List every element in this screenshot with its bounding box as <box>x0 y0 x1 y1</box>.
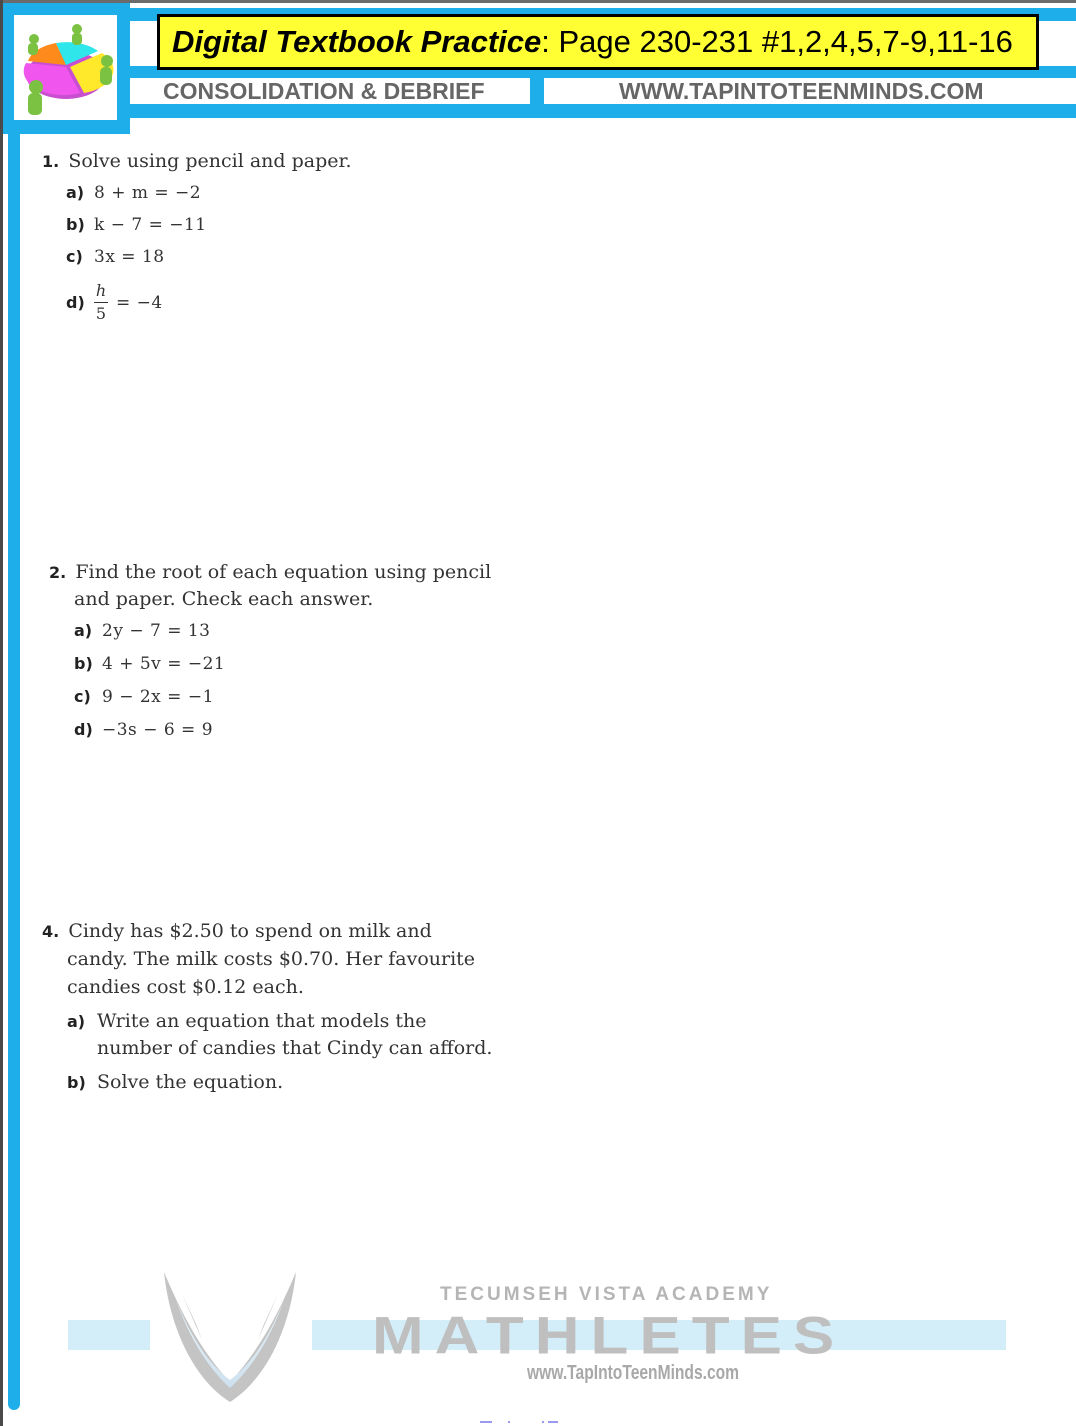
title-assignment: : Page 230-231 #1,2,4,5,7-9,11-16 <box>541 24 1013 59</box>
part-1c <box>66 247 165 267</box>
page-title <box>157 14 1039 70</box>
title-bold: Digital Textbook Practice <box>172 24 542 59</box>
equation: 8 + m = −2 <box>94 183 202 203</box>
page-footer-mark <box>480 1421 568 1424</box>
equation: = −4 <box>116 292 163 313</box>
page-top-border <box>0 0 1076 3</box>
question-text-line-1: Find the root of each equation using pencil <box>75 561 492 583</box>
part-label: a) <box>67 1012 86 1031</box>
question-text-line-2: and paper. Check each answer. <box>74 588 374 610</box>
equation: −3s − 6 = 9 <box>102 720 214 740</box>
question-text-line-3: candies cost $0.12 each. <box>67 976 304 998</box>
equation: 2y − 7 = 13 <box>102 621 211 641</box>
part-text-line-1: Write an equation that models the <box>97 1010 427 1032</box>
watermark-url: www.TapIntoTeenMinds.com <box>527 1362 740 1384</box>
watermark-team: MATHLETES <box>372 1306 846 1366</box>
denominator: 5 <box>95 304 107 323</box>
watermark-school: TECUMSEH VISTA ACADEMY <box>440 1284 773 1305</box>
part-label: b) <box>66 215 85 234</box>
part-label: b) <box>74 654 93 673</box>
left-margin-bar <box>8 120 20 1410</box>
page-left-border <box>0 0 3 1426</box>
numerator: h <box>95 281 107 300</box>
header-divider <box>530 78 544 104</box>
equation: 4 + 5v = −21 <box>102 654 226 674</box>
part-2d <box>74 720 213 740</box>
section-label: CONSOLIDATION & DEBRIEF <box>163 77 485 104</box>
part-label: c) <box>66 247 83 266</box>
part-label: d) <box>66 293 85 312</box>
question-text-line-1: Cindy has $2.50 to spend on milk and <box>68 920 432 942</box>
v-shield-emblem-icon <box>160 1270 300 1409</box>
equation: 9 − 2x = −1 <box>102 687 214 707</box>
part-2a <box>74 621 210 641</box>
question-text-line-2: candy. The milk costs $0.70. Her favourite <box>67 948 476 970</box>
equation: 3x = 18 <box>94 247 165 267</box>
question-number: 4. <box>42 922 60 941</box>
part-2c <box>74 687 214 707</box>
logo <box>14 15 117 120</box>
question-4 <box>42 918 432 945</box>
question-text: Solve using pencil and paper. <box>68 150 352 172</box>
fraction <box>94 282 108 323</box>
part-1d <box>66 282 163 323</box>
part-label: d) <box>74 720 93 739</box>
question-2 <box>49 559 491 586</box>
part-label: c) <box>74 687 91 706</box>
question-1 <box>42 148 352 175</box>
pie-chart-people-icon <box>14 15 117 120</box>
website-link[interactable]: WWW.TAPINTOTEENMINDS.COM <box>619 77 984 104</box>
equation: k − 7 = −11 <box>94 215 207 235</box>
part-text-line-2: number of candies that Cindy can afford. <box>97 1037 493 1059</box>
question-number: 1. <box>42 152 60 171</box>
fraction-bar <box>94 302 108 303</box>
part-1a <box>66 183 201 203</box>
part-1b <box>66 215 207 235</box>
part-label: b) <box>67 1073 86 1092</box>
part-text-line-1: Solve the equation. <box>97 1071 284 1093</box>
part-4a <box>67 1008 426 1035</box>
part-label: a) <box>74 621 93 640</box>
watermark-band-left <box>68 1320 150 1350</box>
part-4b <box>67 1069 283 1096</box>
question-number: 2. <box>49 563 67 582</box>
part-label: a) <box>66 183 85 202</box>
header-band-bottom <box>130 104 1076 118</box>
part-2b <box>74 654 225 674</box>
